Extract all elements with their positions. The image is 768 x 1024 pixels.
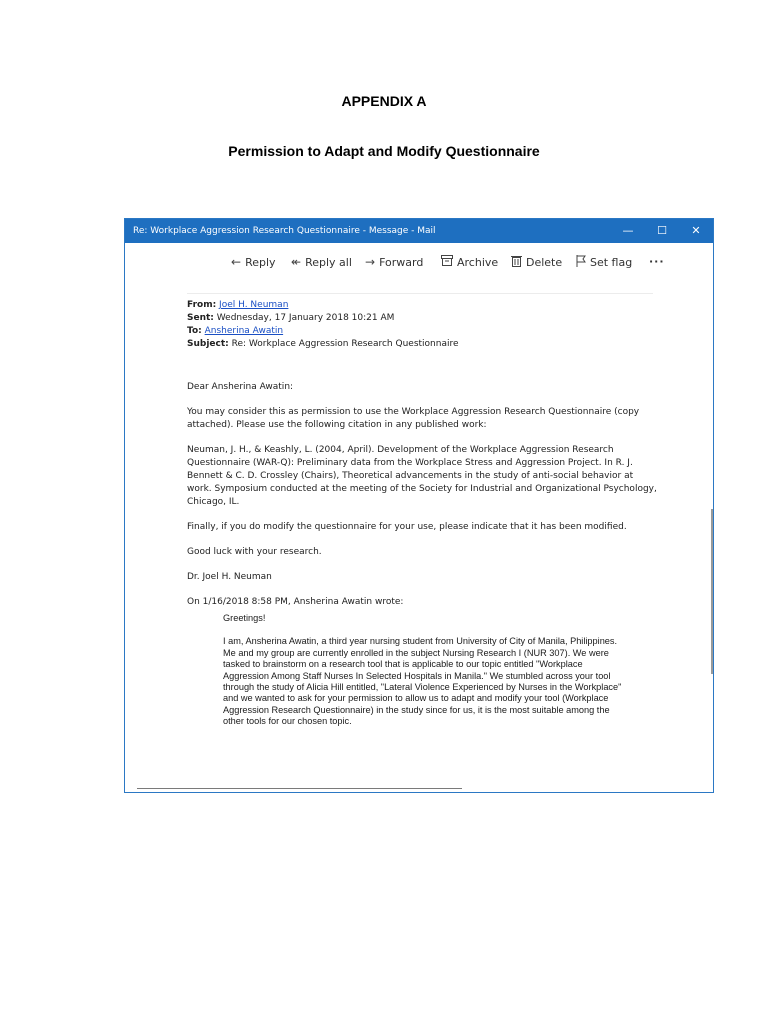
to-label: To: [187, 326, 202, 336]
subject-value: Re: Workplace Aggression Research Questionnaire [231, 339, 459, 349]
modification-paragraph: Finally, if you do modify the questionnaire for your use, please indicate that it has been modified. [187, 522, 627, 532]
message-toolbar [125, 253, 713, 275]
sent-line [187, 312, 657, 325]
good-luck-paragraph: Good luck with your research. [187, 547, 322, 557]
delete-label: Delete [526, 256, 563, 269]
reply-all-button[interactable] [291, 255, 352, 269]
to-link[interactable]: Ansherina Awatin [204, 326, 284, 336]
sent-value: Wednesday, 17 January 2018 10:21 AM [216, 313, 395, 323]
archive-icon [441, 255, 453, 269]
mail-window [124, 218, 714, 793]
from-link[interactable]: Joel H. Neuman [219, 300, 289, 310]
reply-all-label: Reply all [305, 255, 352, 269]
maximize-button[interactable]: ☐ [657, 224, 667, 237]
delete-button[interactable] [511, 255, 562, 270]
greeting: Dear Ansherina Awatin: [187, 382, 294, 392]
signature: Dr. Joel H. Neuman [187, 572, 272, 582]
title-bar [125, 219, 713, 243]
sent-label: Sent: [187, 313, 214, 323]
permission-paragraph: You may consider this as permission to use the Workplace Aggression Research Questionnaire (copy attached). Please use the following citation in any published work: [187, 407, 640, 430]
set-flag-button[interactable] [576, 255, 632, 270]
reply-icon: ← [231, 255, 242, 269]
archive-button[interactable] [441, 255, 498, 269]
forward-icon: → [365, 255, 376, 269]
quoted-message [223, 613, 623, 728]
from-label: From: [187, 300, 217, 310]
window-title: Re: Workplace Aggression Research Questionnaire - Message - Mail [133, 226, 436, 236]
appendix-heading: APPENDIX A [341, 93, 427, 109]
horizontal-scrollbar[interactable] [137, 788, 462, 789]
message-body [187, 299, 657, 728]
flag-icon [576, 255, 586, 270]
subject-line [187, 338, 657, 351]
minimize-button[interactable]: — [622, 224, 634, 237]
header-divider [187, 293, 653, 294]
from-line [187, 299, 657, 312]
forward-label: Forward [379, 255, 424, 269]
set-flag-label: Set flag [590, 256, 633, 269]
quote-header: On 1/16/2018 8:58 PM, Ansherina Awatin wrote: [187, 597, 404, 607]
trash-icon [511, 255, 522, 270]
citation-paragraph: Neuman, J. H., & Keashly, L. (2004, April). Development of the Workplace Aggression Research Questionnaire (WAR-Q): Preliminary data from the Workplace Stress and Aggression Project. In R. J. Bennett & C. D. Crossley (Chairs), Theoretical advancements in the study of anti-social behavior at work. Symposium conducted at the meeting of the Society for Industrial and Organizational Psychology, Chicago, IL. [187, 445, 657, 507]
subject-label: Subject: [187, 339, 229, 349]
to-line [187, 325, 657, 338]
document-title: Permission to Adapt and Modify Questionnaire [228, 143, 540, 159]
reply-all-icon: ↞ [291, 255, 302, 269]
archive-label: Archive [457, 255, 499, 269]
vertical-scrollbar[interactable] [711, 509, 713, 674]
reply-button[interactable] [231, 255, 276, 269]
quote-greeting: Greetings! [223, 613, 266, 623]
reply-label: Reply [245, 255, 276, 269]
more-options-button[interactable]: ··· [649, 255, 665, 268]
quote-body: I am, Ansherina Awatin, a third year nursing student from University of City of Manila, Philippines. Me and my group are currently enrolled in the subject Nursing Research I (NUR 307). We were tasked to brainstorm on a research tool that is applicable to our topic entitled "Workplace Aggression Among Staff Nurses In Selected Hospitals in Manila." We stumbled across your tool through the study of Alicia Hill entitled, "Lateral Violence Experienced by Nurses in the Workplace" and we wanted to ask for your permission to allow us to adapt and modify your tool (Workplace Aggression Research Questionnaire) in the study since for us, it is the most suitable among the other tools for our chosen topic. [223, 636, 622, 727]
close-button[interactable]: ✕ [691, 224, 701, 237]
forward-button[interactable] [365, 255, 423, 269]
